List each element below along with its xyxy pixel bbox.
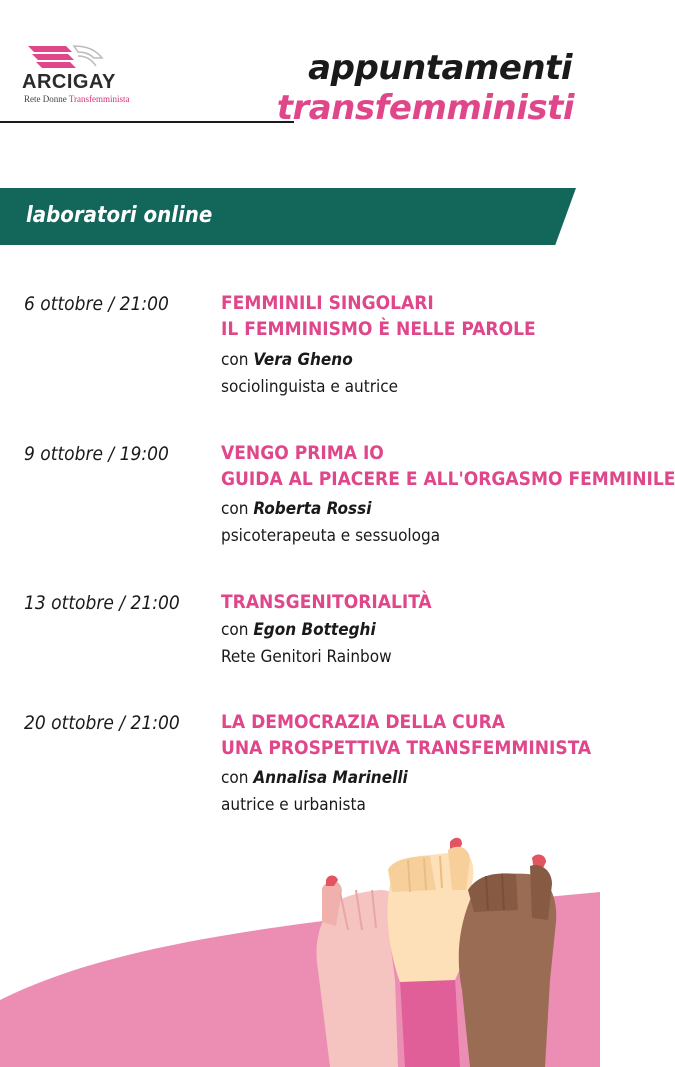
event-title: FEMMINILI SINGOLARI IL FEMMINISMO È NELLE PAROLE (221, 292, 536, 340)
event-speaker: con Roberta Rossi (221, 499, 372, 519)
left-fist (317, 876, 399, 1067)
event-date: 13 ottobre / 21:00 (24, 592, 180, 614)
wings-icon (26, 44, 106, 74)
header-divider (0, 121, 294, 123)
event-speaker: con Annalisa Marinelli (221, 768, 408, 788)
event-speaker: con Vera Gheno (221, 350, 353, 370)
section-banner-label: laboratori online (26, 203, 213, 228)
event-title: TRANSGENITORIALITÀ (221, 591, 432, 613)
event-title: VENGO PRIMA IO GUIDA AL PIACERE E ALL'ORGASMO FEMMINILE (221, 442, 675, 490)
event-speaker-role: sociolinguista e autrice (221, 377, 399, 397)
event-speaker-role: psicoterapeuta e sessuologa (221, 526, 441, 546)
event-date: 20 ottobre / 21:00 (24, 712, 180, 734)
event-date: 6 ottobre / 21:00 (24, 293, 169, 315)
event-title: LA DEMOCRAZIA DELLA CURA UNA PROSPETTIVA TRANSFEMMINISTA (221, 711, 592, 759)
event-speaker: con Egon Botteghi (221, 620, 376, 640)
logo-subtitle: Rete Donne Transfemminista (24, 94, 130, 104)
right-fist (459, 855, 557, 1067)
page-title-line2: transfemministi (276, 88, 574, 128)
event-date: 9 ottobre / 19:00 (24, 443, 169, 465)
raised-fists-illustration (0, 830, 600, 1067)
event-speaker-role: Rete Genitori Rainbow (221, 647, 392, 667)
event-speaker-role: autrice e urbanista (221, 795, 366, 815)
logo-name: ARCIGAY (22, 71, 116, 93)
arcigay-logo (22, 44, 142, 104)
page-title-line1: appuntamenti (308, 48, 572, 88)
